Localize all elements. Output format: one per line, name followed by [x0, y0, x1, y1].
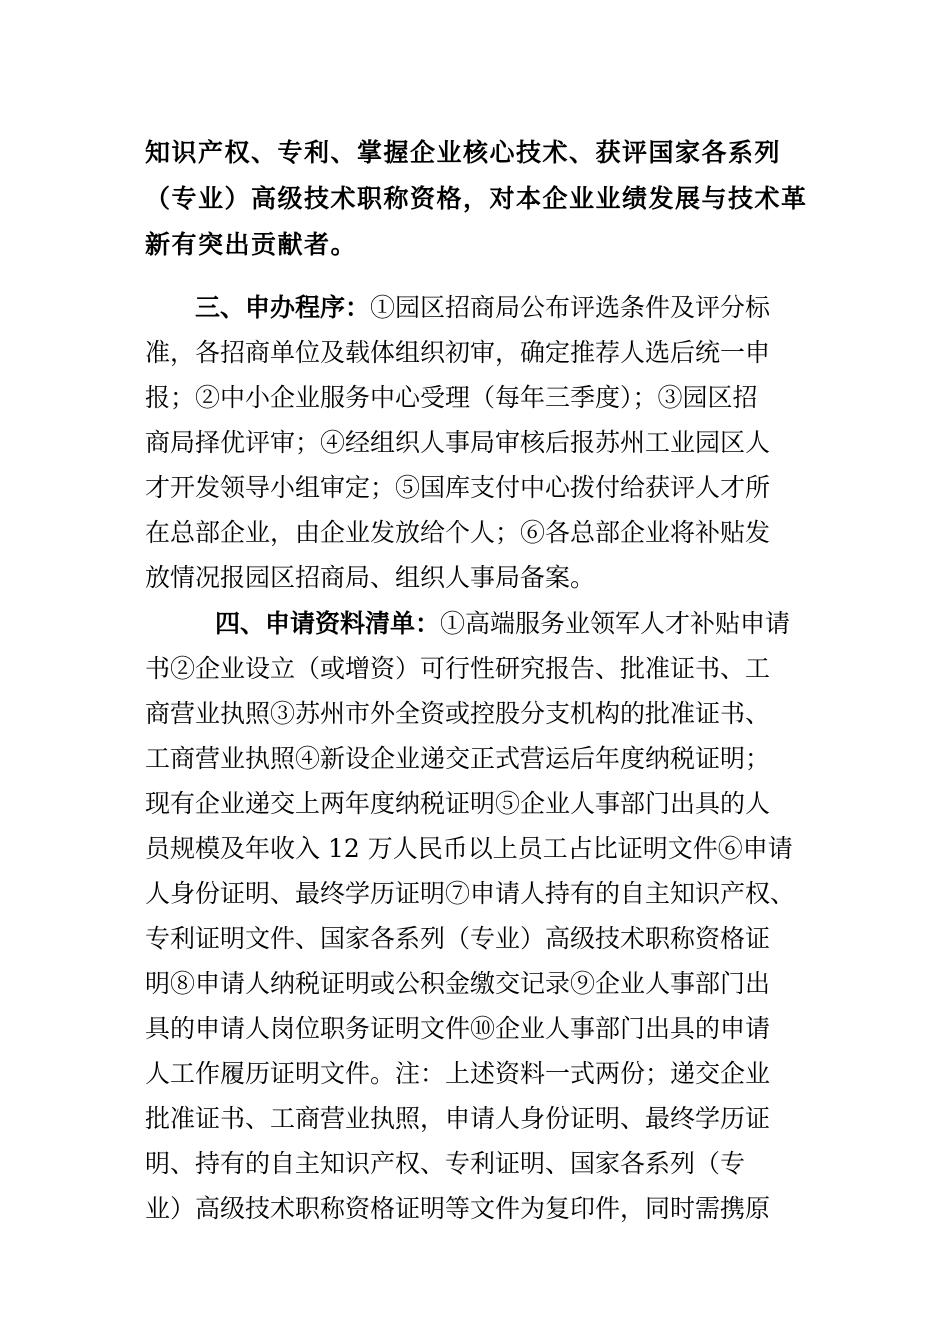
section4-line: 员规模及年收入 12 万人民币以上员工占比证明文件⑥申请 [145, 834, 793, 863]
section3-line: 报；②中小企业服务中心受理（每年三季度）；③园区招 [145, 383, 758, 412]
section3-line: 准，各招商单位及载体组织初审，确定推荐人选后统一申 [145, 338, 771, 367]
section3-first-text: ①园区招商局公布评选条件及评分标 [370, 293, 771, 322]
section4-line: 业）高级技术职称资格证明等文件为复印件，同时需携原 [145, 1194, 771, 1223]
section3-heading: 三、申办程序： [195, 293, 371, 322]
section4-line: 工商营业执照④新设企业递交正式营运后年度纳税证明； [145, 744, 771, 773]
section4-line: 人身份证明、最终学历证明⑦申请人持有的自主知识产权、 [145, 879, 796, 908]
section4-line: 批准证书、工商营业执照，申请人身份证明、最终学历证 [145, 1104, 771, 1133]
section3-line: 才开发领导小组审定；⑤国库支付中心拨付给获评人才所 [145, 473, 771, 502]
section4-heading: 四、申请资料清单： [215, 609, 441, 638]
section4-line: 商营业执照③苏州市外全资或控股分支机构的批准证书、 [145, 699, 771, 728]
section4-line: 明、持有的自主知识产权、专利证明、国家各系列（专 [145, 1149, 746, 1178]
section3-line: 在总部企业，由企业发放给个人；⑥各总部企业将补贴发 [145, 518, 771, 547]
section4-line: 人工作履历证明文件。注：上述资料一式两份；递交企业 [145, 1059, 771, 1088]
section3-line: 放情况报园区招商局、组织人事局备案。 [145, 563, 596, 592]
intro-line-3: 新有突出贡献者。 [145, 230, 358, 259]
section4-line: 具的申请人岗位职务证明文件⑩企业人事部门出具的申请 [145, 1014, 771, 1043]
section4-line: 专利证明文件、国家各系列（专业）高级技术职称资格证 [145, 924, 771, 953]
intro-line-1: 知识产权、专利、掌握企业核心技术、获评国家各系列 [145, 138, 782, 167]
section3-line: 商局择优评审；④经组织人事局审核后报苏州工业园区人 [145, 428, 771, 457]
section4-first-text: ①高端服务业领军人才补贴申请 [440, 609, 791, 638]
section4-first-line [215, 602, 810, 646]
section4-line: 现有企业递交上两年度纳税证明⑤企业人事部门出具的人 [145, 789, 771, 818]
section3-first-line [195, 286, 810, 330]
intro-line-2: （专业）高级技术职称资格，对本企业业绩发展与技术革 [145, 184, 808, 213]
section4-line: 书②企业设立（或增资）可行性研究报告、批准证书、工 [145, 654, 771, 683]
section4-line: 明⑧申请人纳税证明或公积金缴交记录⑨企业人事部门出 [145, 969, 771, 998]
